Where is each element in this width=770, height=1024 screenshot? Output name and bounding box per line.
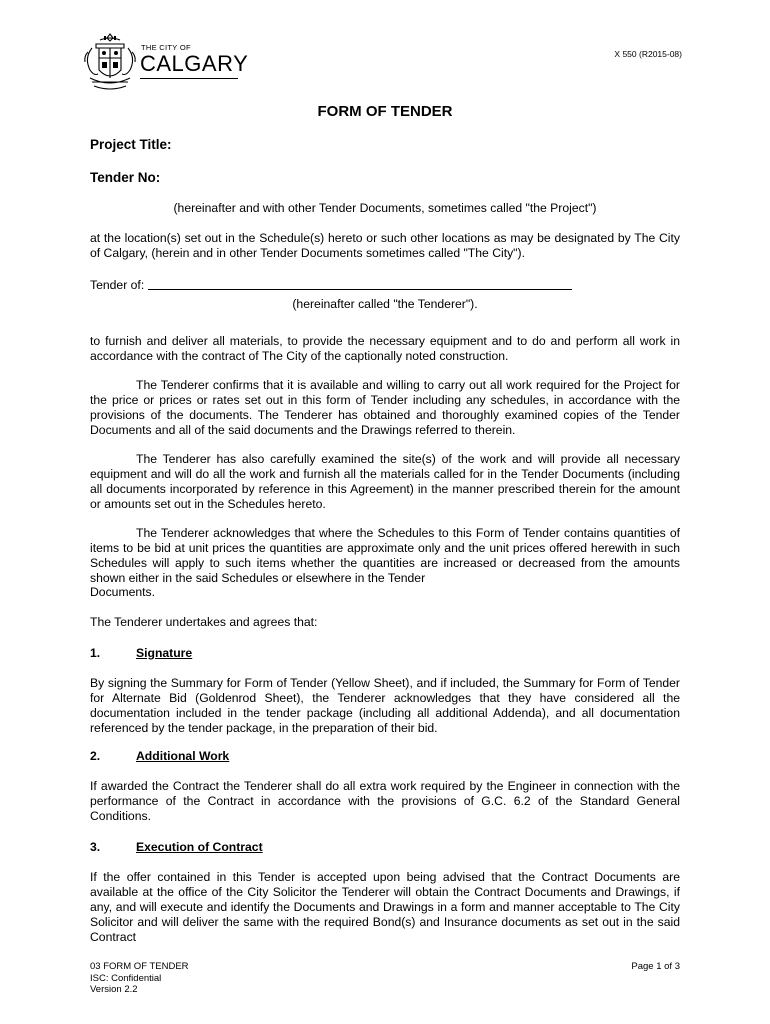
logo-rule: [140, 78, 238, 79]
project-title-label: Project Title:: [90, 137, 172, 152]
tender-of-blank-line: [148, 289, 572, 290]
footer-classification: ISC: Confidential: [90, 972, 162, 984]
coat-of-arms-icon: [82, 30, 138, 92]
undertakes-line: The Tenderer undertakes and agrees that:: [90, 615, 318, 629]
hereinafter-project: (hereinafter and with other Tender Documents, sometimes called "the Project"): [173, 201, 597, 215]
section-1-number: 1.: [90, 646, 101, 660]
section-3-heading: Execution of Contract: [136, 840, 263, 854]
section-1-heading: Signature: [136, 646, 193, 660]
location-paragraph: at the location(s) set out in the Schedule(s) hereto or such other locations as may be designated by The City of Calgary, (herein and in other Tender Documents sometimes called "The City").: [90, 231, 680, 260]
section-3-number: 3.: [90, 840, 101, 854]
confirm-paragraph: The Tenderer confirms that it is available and willing to carry out all work required for the Project for the price or prices or rates set out in this form of Tender including any schedules, in accordance with the provisions of the documents. The Tenderer has obtained and thoroughly examined copies of the Tender Documents and all of the said documents and the Drawings referred to therein.: [90, 378, 680, 437]
page-number: Page 1 of 3: [631, 961, 680, 972]
acknowledge-paragraph: The Tenderer acknowledges that where the Schedules to this Form of Tender contains quantities of items to be bid at unit prices the quantities are approximate only and the unit prices offered herewith in such Schedules will apply to such items whether the quantities are increased or decreased from the amounts shown either in the said Schedules or elsewhere in the Tender: [90, 526, 680, 585]
tender-of-label: Tender of:: [90, 278, 145, 292]
page-title: FORM OF TENDER: [317, 103, 453, 120]
footer-version: Version 2.2: [90, 984, 138, 995]
section-2-body: If awarded the Contract the Tenderer shall do all extra work required by the Engineer in connection with the performance of the Contract in accordance with the provisions of G.C. 6.2 of the Standard General Conditions.: [90, 779, 680, 823]
section-1-body: By signing the Summary for Form of Tender (Yellow Sheet), and if included, the Summary for Form of Tender for Alternate Bid (Goldenrod Sheet), the Tenderer acknowledges that they have considered all the documentation included in the tender package (including all additional Addenda), and all documentation referenced by the tender package, in the preparation of their bid.: [90, 676, 680, 735]
logo-wordmark: CALGARY: [140, 51, 249, 76]
furnish-paragraph: to furnish and deliver all materials, to provide the necessary equipment and to do and perform all work in accordance with the contract of The City of the captionally noted construction.: [90, 334, 680, 363]
tender-no-label: Tender No:: [90, 170, 161, 185]
examined-paragraph: The Tenderer has also carefully examined the site(s) of the work and will provide all necessary equipment and will do all the work and furnish all the materials called for in the Tender Documents (including all documents incorporated by reference in this Agreement) in the manner prescribed therein for the amount or amounts set out in the Schedules hereto.: [90, 452, 680, 511]
footer-info: [90, 961, 189, 996]
logo-small-text: THE CITY OF: [141, 43, 191, 52]
section-3-body: If the offer contained in this Tender is accepted upon being advised that the Contract Documents are available at the office of the City Solicitor the Tenderer will obtain the Contract Documents and Drawings, if any, and will execute and identify the Documents and Drawings in a form and manner acceptable to The City Solicitor and will deliver the same with the required Bond(s) and Insurance documents as set out in the said Contract: [90, 870, 680, 944]
section-2-number: 2.: [90, 749, 101, 763]
footer-doc-name: 03 FORM OF TENDER: [90, 961, 189, 972]
acknowledge-paragraph-end: Documents.: [90, 585, 156, 599]
hereinafter-tenderer: (hereinafter called "the Tenderer").: [292, 297, 478, 311]
section-2-heading: Additional Work: [136, 749, 230, 763]
city-of-calgary-logo: [82, 30, 252, 92]
form-code: X 550 (R2015-08): [614, 49, 682, 59]
